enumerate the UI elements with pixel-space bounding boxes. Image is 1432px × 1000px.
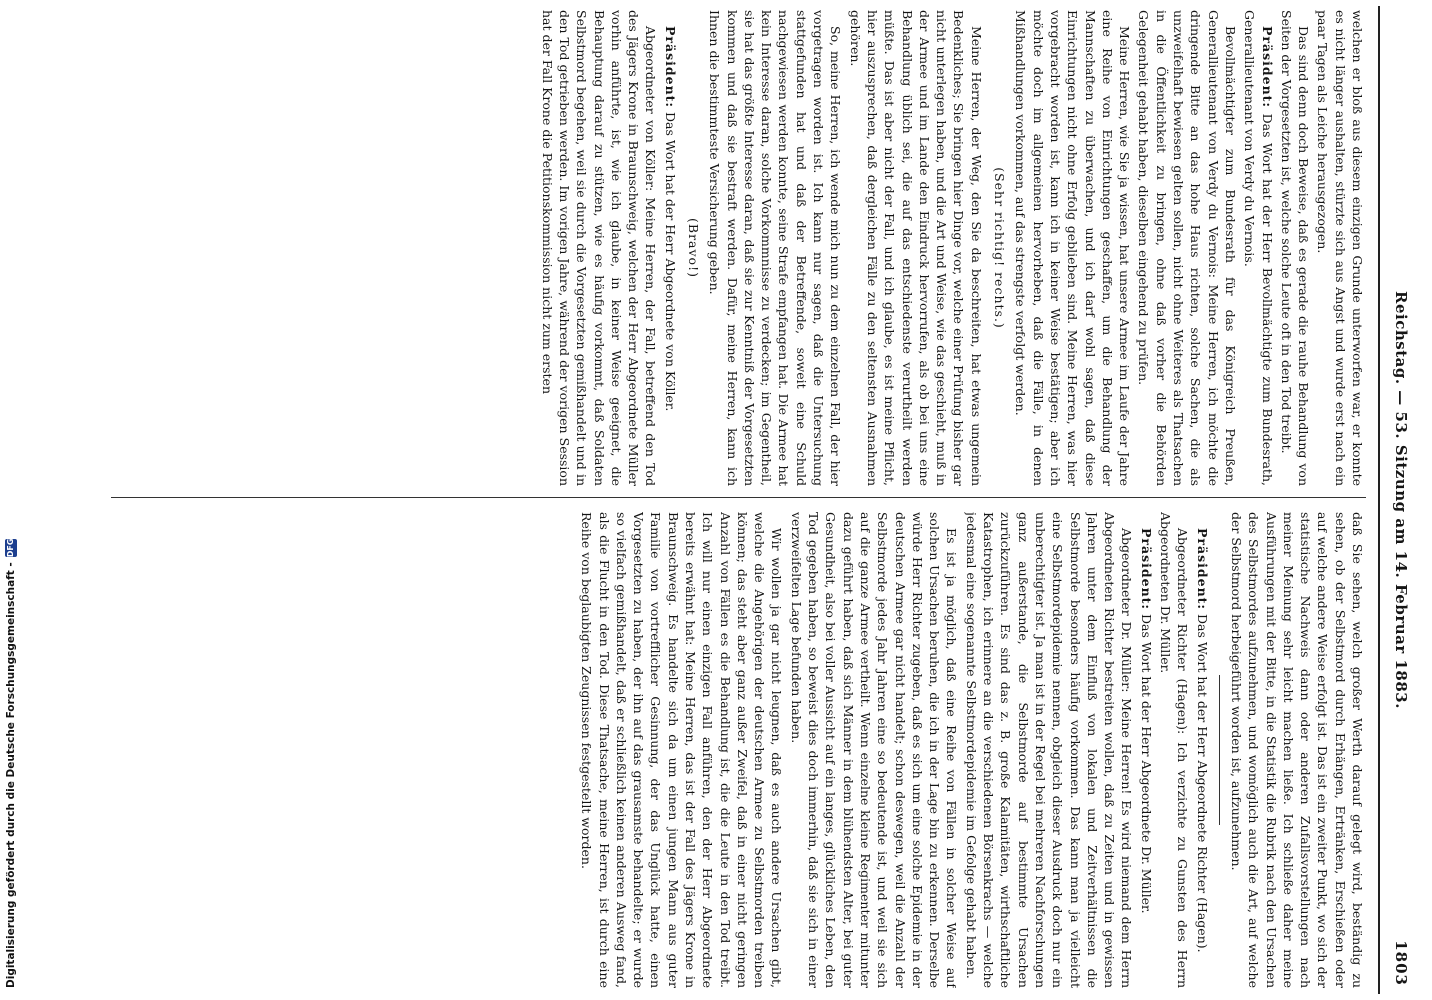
paragraph: Abgeordneter von Köller: Meine Herren, der Fall, betreffend den Tod des Jägers Krone in Braunschweig, welchen der Herr Abgeordnete Müller vorhin anführte, ist, wie ich glaube, in keiner Weise geeignet, die Behauptung darauf zu stützen, wie es häufig vorkommt, daß Soldaten Selbstmord begehen, weil sie durch die Vorgesetzten gemißhandelt und in den Tod getrieben werden. Im vorigen Jahre, während der vorigen Session hat der Fall Krone die Petitionskommission nicht zum ersten bbox=[539, 10, 659, 486]
credit-text: Digitalisierung gefördert durch die Deutsche Forschungsgemeinschaft - bbox=[5, 562, 17, 988]
speaker-text: Das Wort hat der Herr Abgeordnete von Köller. bbox=[662, 112, 678, 412]
speaker-label: Präsident: bbox=[1259, 26, 1275, 109]
column-divider bbox=[111, 497, 1366, 498]
text-column-right bbox=[116, 512, 1366, 988]
speaker-label: Präsident: bbox=[1194, 528, 1210, 611]
paragraph: So, meine Herren, ich wende mich nun zu dem einzelnen Fall, der hier vorgetragen worden ist. Ich kann nur sagen, daß die Untersuchung stattgefunden hat und daß der Betreffende, soweit eine Schuld nachgewiesen werden konnte, seine Strafe empfangen hat. Die Armee hat kein Interesse daran, solche Vorkommnisse zu verdecken; im Gegentheil, sie hat das größte Interesse daran, daß sie zur Kenntniß der Vorgesetzten kommen und daß sie bestraft werden. Dafür, meine Herren, kann ich Ihnen die bestimmteste Versicherung geben. bbox=[707, 10, 844, 486]
paragraph: Bevollmächtigter zum Bundesrath für das Königreich Preußen, Generallieutenant von Verdy du Vernois: Meine Herren, ich möchte die dringende Bitte an das hohe Haus richten, solche Sachen, die als unzweifelhaft bewiesen gelten sollen, nicht ohne Weiteres als Thatsachen in die Öffentlichkeit zu bringen, ohne daß vorher die Behörden Gelegenheit gehabt haben, dieselben eingehend zu prüfen. bbox=[1136, 10, 1238, 486]
speaker-label: Präsident: bbox=[1138, 528, 1154, 611]
speaker-label: Präsident: bbox=[662, 26, 678, 109]
digitization-credit bbox=[2, 0, 22, 1000]
interjection: (Sehr richtig! rechts.) bbox=[992, 167, 1008, 329]
paragraph: Meine Herren, der Weg, den Sie da beschreiten, hat etwas ungemein Bedenkliches; Sie bringen hier Dinge vor, welche einer Prüfung bisher gar nicht unterlegen haben, und die Art und Weise, wie das geschieht, muß in der Armee und im Lande den Eindruck hervorrufen, als ob bei uns eine Behandlung üblich sei, die auf das entschiedenste verurtheilt werden müßte. Das ist aber nicht der Fall, und ich glaube, es ist meine Pflicht, hier auszusprechen, daß dergleichen Fälle zu den seltensten Ausnahmen gehören. bbox=[847, 10, 984, 486]
running-head bbox=[1386, 0, 1416, 1000]
paragraph: Wir wollen ja gar nicht leugnen, daß es auch andere Ursachen gibt, welche die Angehörigen der deutschen Armee zu Selbstmorden treiben können; das steht aber ganz außer Zweifel, daß in einer nicht geringen Anzahl von Fällen es die Behandlung ist, die die Leute in den Tod treibt. Ich will nur einen einzigen Fall anführen, den der Herr Abgeordnete bereits erwähnt hat: Meine Herren, das ist der Fall des Jägers Krone in Braunschweig. Es handelte sich da um einen jungen Mann aus guter Familie von vortrefflicher Gesinnung, der das Unglück hatte, einen Vorgesetzten zu haben, der ihn auf das grausamste behandelte; er wurde so vielfach gemißhandelt, daß er schließlich keinen anderen Ausweg fand, als die Flucht in den Tod. Diese Thatsache, meine Herren, ist durch eine Reihe von beglaubigten Zeugnissen festgestellt worden. bbox=[579, 512, 785, 988]
separator-rule bbox=[1219, 675, 1220, 825]
speaker-text: Das Wort hat der Herr Abgeordnete Richter (Hagen). bbox=[1194, 614, 1210, 953]
rotated-page-content bbox=[104, 0, 1416, 1000]
paragraph: Meine Herren, wie Sie ja wissen, hat unsere Armee im Laufe der Jahre eine Reihe von Einrichtungen geschaffen, um die Behandlung der Mannschaften zu überwachen, und ich darf wohl sagen, daß diese Einrichtungen nicht ohne Erfolg geblieben sind. Meine Herren, was hier vorgebracht worden ist, kann ich in keiner Weise bestätigen; aber ich möchte doch im allgemeinen hervorheben, daß die Fälle, in denen Mißhandlungen vorkommen, auf das strengste verfolgt werden. bbox=[1013, 10, 1133, 486]
page-number: 1803 bbox=[1392, 940, 1410, 986]
interjection: (Bravo!) bbox=[686, 218, 702, 278]
paragraph: Das sind denn doch Beweise, daß es gerade die rauhe Behandlung von Seiten der Vorgesetzten ist, welche solche Leute oft in den Tod treibt. bbox=[1278, 10, 1312, 486]
paragraph: Es ist ja möglich, daß eine Reihe von Fällen in solcher Weise auf solchen Ursachen beruhen, die ich in der Lage bin zu erkennen. Derselbe würde Herr Richter zugeben, daß es sich um eine solche Epidemie in der deutschen Armee gar nicht handelt; schon deswegen, weil die Anzahl der Selbstmorde jedes Jahr Jahren eine so bedeutende ist, und weil sie sich auf die ganze Armee vertheilt. Wenn einzelne kleine Regimenter mitunter dazu geführt haben, daß sich Männer in dem blühendsten Alter, bei guter Gesundheit, also bei voller Aussicht auf ein langes, glückliches Leben, den Tod gegeben haben, so beweist dies doch immerhin, daß sie sich in einer verzweifelten Lage befunden haben. bbox=[788, 512, 960, 988]
paragraph: daß Sie sehen, welch großer Werth darauf gelegt wird, beständig zu sehen, ob der Selbstmord durch Erhängen, Ertränken, Erschießen oder auf welche andere Weise erfolgt ist. Das ist ein zweiter Punkt, wo sich der statistische Nachweis dann oder anderen Zufallsvorstellungen nach meiner Meinung sehr leicht machen ließe. Ich schließe daher meine Ausführungen mit der Bitte, in die Statistik die Rubrik nach den Ursachen des Selbstmordes aufzunehmen, und womöglich auch die Art, auf welche der Selbstmord herbeigeführt worden ist, aufzunehmen. bbox=[1228, 512, 1365, 988]
speaker-text: Das Wort hat der Herr Bevollmächtigte zum Bundesrath, Generallieutenant von Verdy du Vernois. bbox=[1242, 10, 1275, 486]
paragraph: Abgeordneter Richter (Hagen): Ich verzichte zu Gunsten des Herrn Abgeordneten Dr. Müller. bbox=[1158, 512, 1191, 988]
dfg-logo-icon: DFG bbox=[6, 538, 15, 558]
speaker-text: Das Wort hat der Herr Abgeordnete Dr. Müller. bbox=[1138, 614, 1154, 914]
running-head-title: Reichstag. — 53. Sitzung am 14. Februar 1883. bbox=[1392, 291, 1410, 709]
paragraph: Abgeordneter Dr. Müller: Meine Herren! Es wird niemand dem Herrn Abgeordneten Richter bestreiten wollen, daß zu Zeiten und in gewissen Jahren unter dem Einfluß von lokalen und Zeitverhältnissen die Selbstmorde besonders häufig vorkommen. Das kann man ja vielleicht eine Selbstmordepidemie nennen, obgleich dieser Ausdruck doch nur ein unberechtigter ist. Ja man ist in der Regel bei mehreren Nachforschungen ganz außerstande, die Selbstmorde auf bestimmte Ursachen zurückzuführen. Es sind das z. B. große Kalamitäten, wirthschaftliche Katastrophen, ich erinnere an die verschiedenen Börsenkrachs — welche jedesmal eine sogenannte Selbstmordepidemie im Gefolge gehabt haben. bbox=[963, 512, 1135, 988]
text-column-left bbox=[116, 10, 1366, 486]
paragraph: welchen er bloß aus diesem einzigen Grunde unterworfen war, er konnte es nicht länger aushalten, stürzte sich aus Angst und wurde erst nach ein paar Tagen als Leiche herausgezogen. bbox=[1315, 10, 1365, 486]
header-rule bbox=[1378, 6, 1380, 994]
